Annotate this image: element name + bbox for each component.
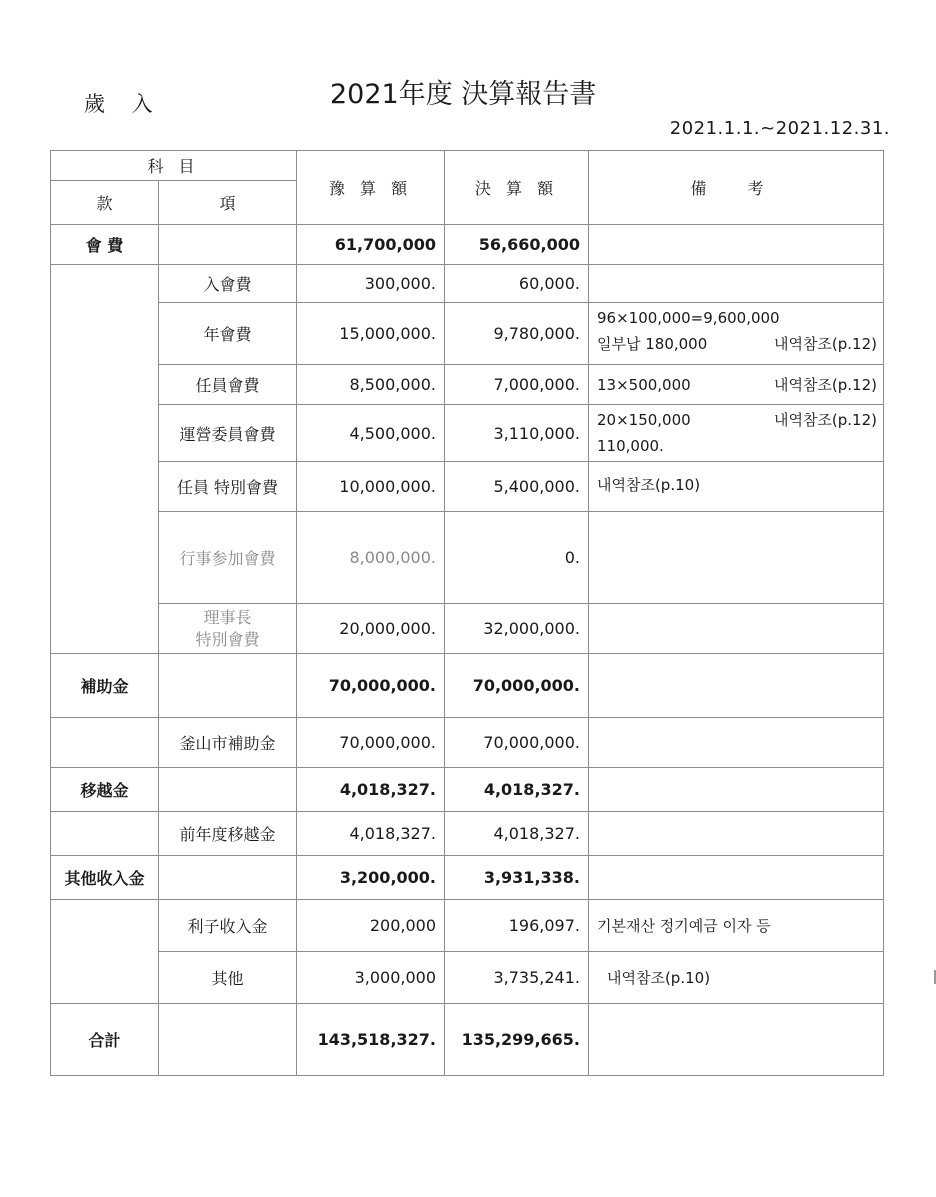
header-gwan: 款: [51, 181, 159, 225]
budget-total: 143,518,327.: [297, 1004, 445, 1076]
hang-cell: 前年度移越金: [159, 812, 297, 856]
header-remarks: 備 考: [589, 151, 884, 225]
gwan-cell: 補助金: [51, 654, 159, 718]
total-row: [51, 1004, 884, 1076]
gwan-cell: 移越金: [51, 768, 159, 812]
table-row: [51, 718, 884, 768]
hang-cell: 運營委員會費: [159, 405, 297, 462]
hang-cell: 利子收入金: [159, 900, 297, 952]
hang-cell: [159, 225, 297, 265]
budget-cell: 15,000,000.: [297, 303, 445, 365]
settled-cell: 60,000.: [445, 265, 589, 303]
hang-cell: 任員會費: [159, 365, 297, 405]
table-row: [51, 462, 884, 512]
gwan-cell: 會 費: [51, 225, 159, 265]
settled-cell: 9,780,000.: [445, 303, 589, 365]
table-row: [51, 512, 884, 604]
remarks-cell: [589, 365, 884, 405]
remark-text: 13×500,000: [597, 375, 691, 394]
remarks-cell: [589, 654, 884, 718]
budget-cell: 10,000,000.: [297, 462, 445, 512]
budget-cell: 4,500,000.: [297, 405, 445, 462]
remark-text: 기본재산 정기예금 이자 등: [597, 916, 771, 935]
budget-cell: 3,200,000.: [297, 856, 445, 900]
remarks-cell: [589, 768, 884, 812]
settled-cell: 56,660,000: [445, 225, 589, 265]
settled-cell: 70,000,000.: [445, 654, 589, 718]
settled-cell: 4,018,327.: [445, 812, 589, 856]
remarks-cell: [589, 856, 884, 900]
hang-cell: 行事参加會費: [159, 512, 297, 604]
table-row: [51, 604, 884, 654]
table-row: [51, 265, 884, 303]
header-row-1: [51, 151, 884, 181]
budget-cell: 8,500,000.: [297, 365, 445, 405]
gwan-cell: [51, 900, 159, 1004]
remarks-cell: [589, 812, 884, 856]
remarks-cell: [589, 512, 884, 604]
settled-cell: 32,000,000.: [445, 604, 589, 654]
table-row: [51, 654, 884, 718]
settled-cell: 0.: [445, 512, 589, 604]
budget-cell: 70,000,000.: [297, 654, 445, 718]
budget-cell: 3,000,000: [297, 952, 445, 1004]
header-budget: 豫 算 額: [297, 151, 445, 225]
table-row: [51, 405, 884, 462]
remark-text: 96×100,000=9,600,000: [597, 309, 780, 327]
table-row: [51, 303, 884, 365]
remark-text: 일부납 180,000: [597, 335, 708, 353]
budget-cell: 70,000,000.: [297, 718, 445, 768]
page-title: 2021年度 決算報告書: [330, 79, 597, 110]
remark-text: 110,000.: [597, 437, 664, 455]
remarks-cell: [589, 900, 884, 952]
remarks-cell: [589, 1004, 884, 1076]
budget-cell: 4,018,327.: [297, 768, 445, 812]
remarks-cell: [589, 718, 884, 768]
table-row: [51, 365, 884, 405]
remarks-cell: [589, 225, 884, 265]
table-row: [51, 225, 884, 265]
table-row: [51, 768, 884, 812]
header-hang: 項: [159, 181, 297, 225]
remark-text: 20×150,000: [597, 411, 691, 429]
header-settled: 決 算 額: [445, 151, 589, 225]
table-row: [51, 952, 884, 1004]
hang-cell: 釜山市補助金: [159, 718, 297, 768]
remarks-cell: [589, 462, 884, 512]
hang-line: 理事長: [203, 607, 252, 627]
fiscal-period: 2021.1.1.~2021.12.31.: [669, 118, 890, 139]
budget-cell: 8,000,000.: [297, 512, 445, 604]
remarks-cell: [589, 952, 884, 1004]
budget-cell: 300,000.: [297, 265, 445, 303]
hang-cell: [159, 856, 297, 900]
table-row: [51, 812, 884, 856]
hang-cell: 任員 特別會費: [159, 462, 297, 512]
budget-cell: 200,000: [297, 900, 445, 952]
hang-cell: 入會費: [159, 265, 297, 303]
hang-cell: [159, 654, 297, 718]
remarks-cell: [589, 303, 884, 365]
remark-text: 내역참조(p.10): [597, 476, 701, 494]
gwan-cell: [51, 265, 159, 654]
remark-ref: 내역참조(p.12): [773, 375, 877, 394]
hang-cell: 其他: [159, 952, 297, 1004]
hang-cell: [159, 768, 297, 812]
settled-cell: 4,018,327.: [445, 768, 589, 812]
section-label: 歲 入: [84, 92, 163, 116]
settled-total: 135,299,665.: [445, 1004, 589, 1076]
hang-cell: 年會費: [159, 303, 297, 365]
gwan-cell: [51, 812, 159, 856]
table-row: [51, 900, 884, 952]
budget-cell: 61,700,000: [297, 225, 445, 265]
table-row: [51, 856, 884, 900]
header-subject: 科 目: [51, 151, 297, 181]
remarks-cell: [589, 265, 884, 303]
gwan-cell: [51, 718, 159, 768]
settled-cell: 3,110,000.: [445, 405, 589, 462]
budget-cell: 20,000,000.: [297, 604, 445, 654]
settled-cell: 196,097.: [445, 900, 589, 952]
remark-ref: 내역참조(p.12): [773, 411, 877, 429]
hang-line: 特別會費: [195, 629, 260, 649]
settled-cell: 5,400,000.: [445, 462, 589, 512]
hang-cell: [159, 604, 297, 654]
gwan-cell: 其他收入金: [51, 856, 159, 900]
remark-text: 내역참조(p.10): [607, 968, 711, 987]
settled-cell: 70,000,000.: [445, 718, 589, 768]
gwan-cell: 合計: [51, 1004, 159, 1076]
settled-cell: 3,735,241.: [445, 952, 589, 1004]
budget-cell: 4,018,327.: [297, 812, 445, 856]
settled-cell: 3,931,338.: [445, 856, 589, 900]
remark-ref: 내역참조(p.12): [773, 335, 877, 353]
settlement-table: [50, 150, 884, 1076]
settled-cell: 7,000,000.: [445, 365, 589, 405]
remarks-cell: [589, 405, 884, 462]
remarks-cell: [589, 604, 884, 654]
hang-cell: [159, 1004, 297, 1076]
